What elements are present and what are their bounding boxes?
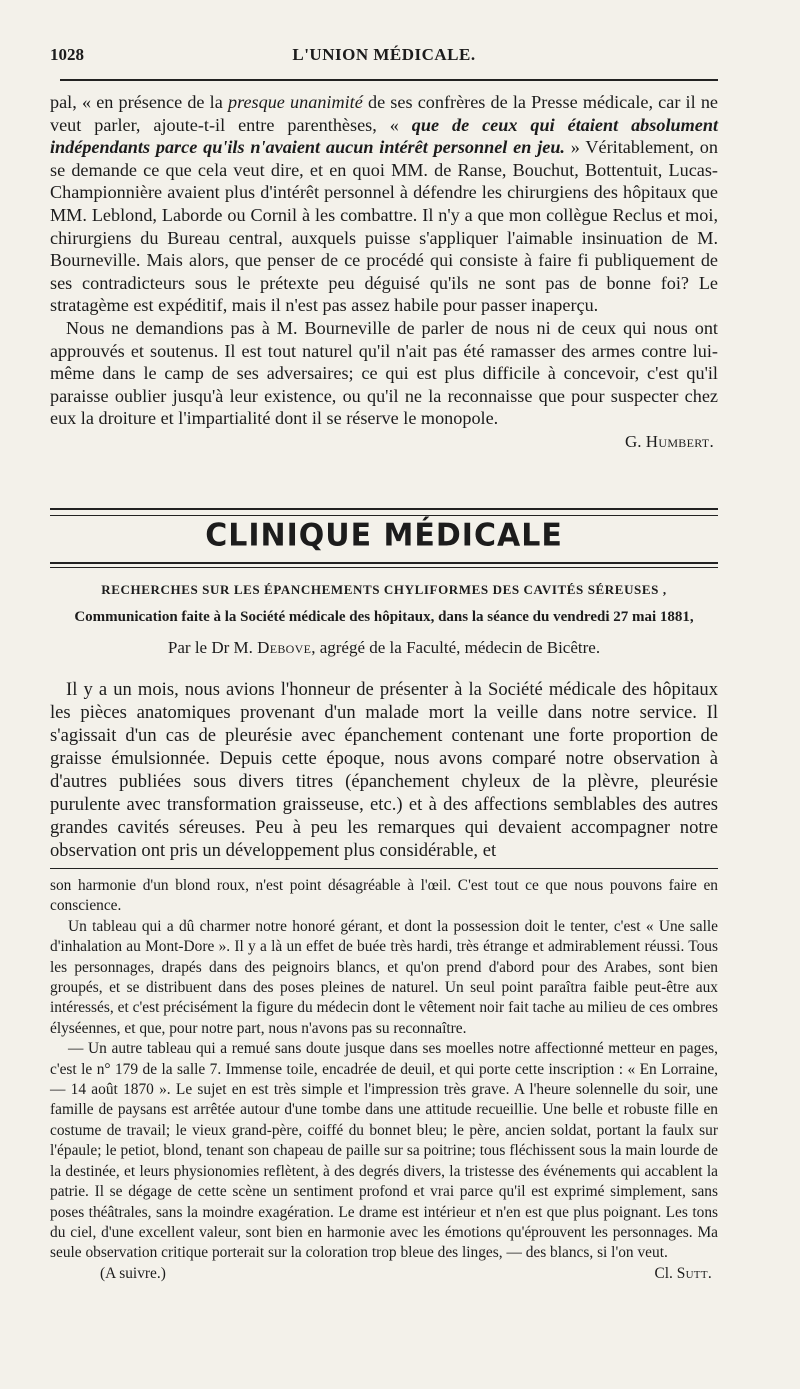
feuilleton-paragraph-2: Un tableau qui a dû charmer notre honoré gérant, et dont la possession doit le tenter, c'est « Une salle d'inhalation au Mont-Dore ». Il y a là un effet de buée très hardi, très étrange et admirablement réussi. Tous les personnages, drapés dans des peignoirs blancs, et qu'on prend d'abord pour des Arabes, sont bien groupés, et se distribuent dans des poses pleines de naturel. Un seul point paraîtra faible peut-être aux intéressés, et c'est précisément la figure du médecin dont le vêtement noir fait tache au milieu de ces ombres élyséennes, et que, pour notre part, nous n'avons pas su reconnaître.: [50, 917, 718, 1037]
to-be-continued: (A suivre.): [100, 1264, 166, 1282]
feuilleton-paragraph-1: son harmonie d'un blond roux, n'est point désagréable à l'œil. C'est tout ce que nous pouvons faire en conscience.: [50, 877, 718, 915]
heading-underline-rule: [50, 562, 718, 568]
author-affiliation: , agrégé de la Faculté, médecin de Bicêtre.: [311, 638, 601, 657]
signature-name: Humbert.: [645, 431, 714, 451]
page-number: 1028: [50, 45, 84, 64]
journal-title: L'UNION MÉDICALE.: [292, 45, 476, 64]
feuilleton-separator-rule: [50, 868, 718, 869]
feuilleton: [50, 876, 718, 1283]
previous-article-paragraph-2: Nous ne demandions pas à M. Bourneville de parler de nous ni de ceux qui nous ont approuvés et soutenus. Il est tout naturel qu'il n'ait pas été ramasser des armes contre lui-même dans le camp de ses adversaires; ce qui est plus difficile à concevoir, c'est qu'il paraisse oublier jusqu'à leur existence, ou qu'il ne la reconnaisse que pour suspecter chez eux la droiture et l'impartialité dont il se réserve le monopole.: [50, 317, 718, 429]
header-rule: [60, 79, 718, 81]
article-paragraph: Il y a un mois, nous avions l'honneur de présenter à la Société médicale des hôpitaux les pièces anatomiques provenant d'un malade mort la veille dans notre service. Il s'agissait d'un cas de pleurésie avec épanchement contenant une forte proportion de graisse émulsionnée. Depuis cette époque, nous avons comparé notre observation à d'autres publiées sous divers titres (épanchement chyleux de la plèvre, pleurésie purulente avec transformation graisseuse, etc.) et à des affections semblables des autres grandes cavités séreuses. Peu à peu les remarques qui devaient accompagner notre observation ont pris un développement plus considérable, et: [50, 679, 718, 861]
previous-article-paragraph-1: [50, 91, 718, 317]
previous-article-end: [50, 91, 718, 452]
text-run: de ses confrères de la Presse médicale, car il ne veut parler, ajoute-t-il entre parenthèses, «: [50, 92, 718, 135]
italic-phrase: presque unanimité: [227, 92, 363, 112]
running-head: [50, 0, 718, 64]
section-heading: CLINIQUE MÉDICALE: [205, 517, 563, 554]
quoted-phrase: que de ceux qui étaient absolument indépendants parce qu'ils n'avaient aucun intérêt personnel en jeu.: [50, 114, 718, 158]
feuilleton-footer: [50, 1265, 718, 1283]
author-name: Debove: [257, 638, 312, 657]
article-author-line: [50, 638, 718, 658]
previous-article-signature: [50, 432, 718, 452]
article-communication-line: Communication faite à la Société médicale des hôpitaux, dans la séance du vendredi 27 mai 1881,: [74, 609, 694, 625]
feuilleton-paragraph-3: — Un autre tableau qui a remué sans doute jusque dans ses moelles notre affectionné metteur en pages, c'est le n° 179 de la salle 7. Immense toile, encadrée de deuil, et qui porte cette inscription : « En Lorraine, — 14 août 1870 ». Le sujet en est très simple et l'impression très grave. A l'heure solennelle du soir, une famille de paysans est arrêtée autour d'une tombe dans une attitude recueillie. Une belle et robuste fille en costume de travail; le vieux grand-père, coiffé du bonnet bleu; le père, ancien soldat, portant la faulx sur l'épaule; le petiot, blond, tenant son chapeau de paille sur sa poitrine; tous fléchissent sous la main lourde de la destinée, et leurs physionomies reflètent, à des degrés divers, la tristesse des événements qui accablent la patrie. Il se dégage de cette scène un sentiment profond et vrai parce qu'il est exprimé simplement, sans poses théâtrales, sans la moindre exagération. Le drame est intérieur et n'en est que plus poignant. Les tons du ciel, d'une excellent valeur, sont bien en harmonie avec les émotions qu'éprouvent les personnages. Ma seule observation critique porterait sur la coloration trop bleue des linges, — des blancs, si l'on veut.: [50, 1040, 718, 1262]
author-prefix: Par le Dr M.: [167, 638, 258, 657]
section-separator-rule: [50, 508, 718, 516]
article-title: RECHERCHES SUR LES ÉPANCHEMENTS CHYLIFORMES DES CAVITÉS SÉREUSES ,: [101, 582, 667, 597]
text-run: » Véritablement, on se demande ce que cela veut dire, et en quoi MM. de Ranse, Bouchut, Bottentuit, Lucas-Championnière avaient plus d'intérêt personnel à défendre les chirurgiens des hôpitaux que MM. Leblond, Laborde ou Cornil à les combattre. Il n'y a que mon collègue Reclus et moi, chirurgiens du Bureau central, auxquels puisse s'appliquer l'aimable insinuation de M. Bourneville. Mais alors, que penser de ce procédé qui consiste à faire fi publiquement de ses contradicteurs sous le prétexte peu déguisé qu'ils ne sont pas de bonne foi? Le stratagème est expéditif, mais il n'est pas assez habile pour passer inaperçu.: [50, 137, 718, 316]
article-body: [50, 678, 718, 862]
feuilleton-signature: [654, 1265, 712, 1283]
signature-initial: Cl.: [654, 1264, 677, 1282]
signature-name: Sutt.: [676, 1264, 712, 1282]
text-run: pal, « en présence de la: [50, 92, 228, 112]
signature-initial: G.: [625, 431, 646, 451]
